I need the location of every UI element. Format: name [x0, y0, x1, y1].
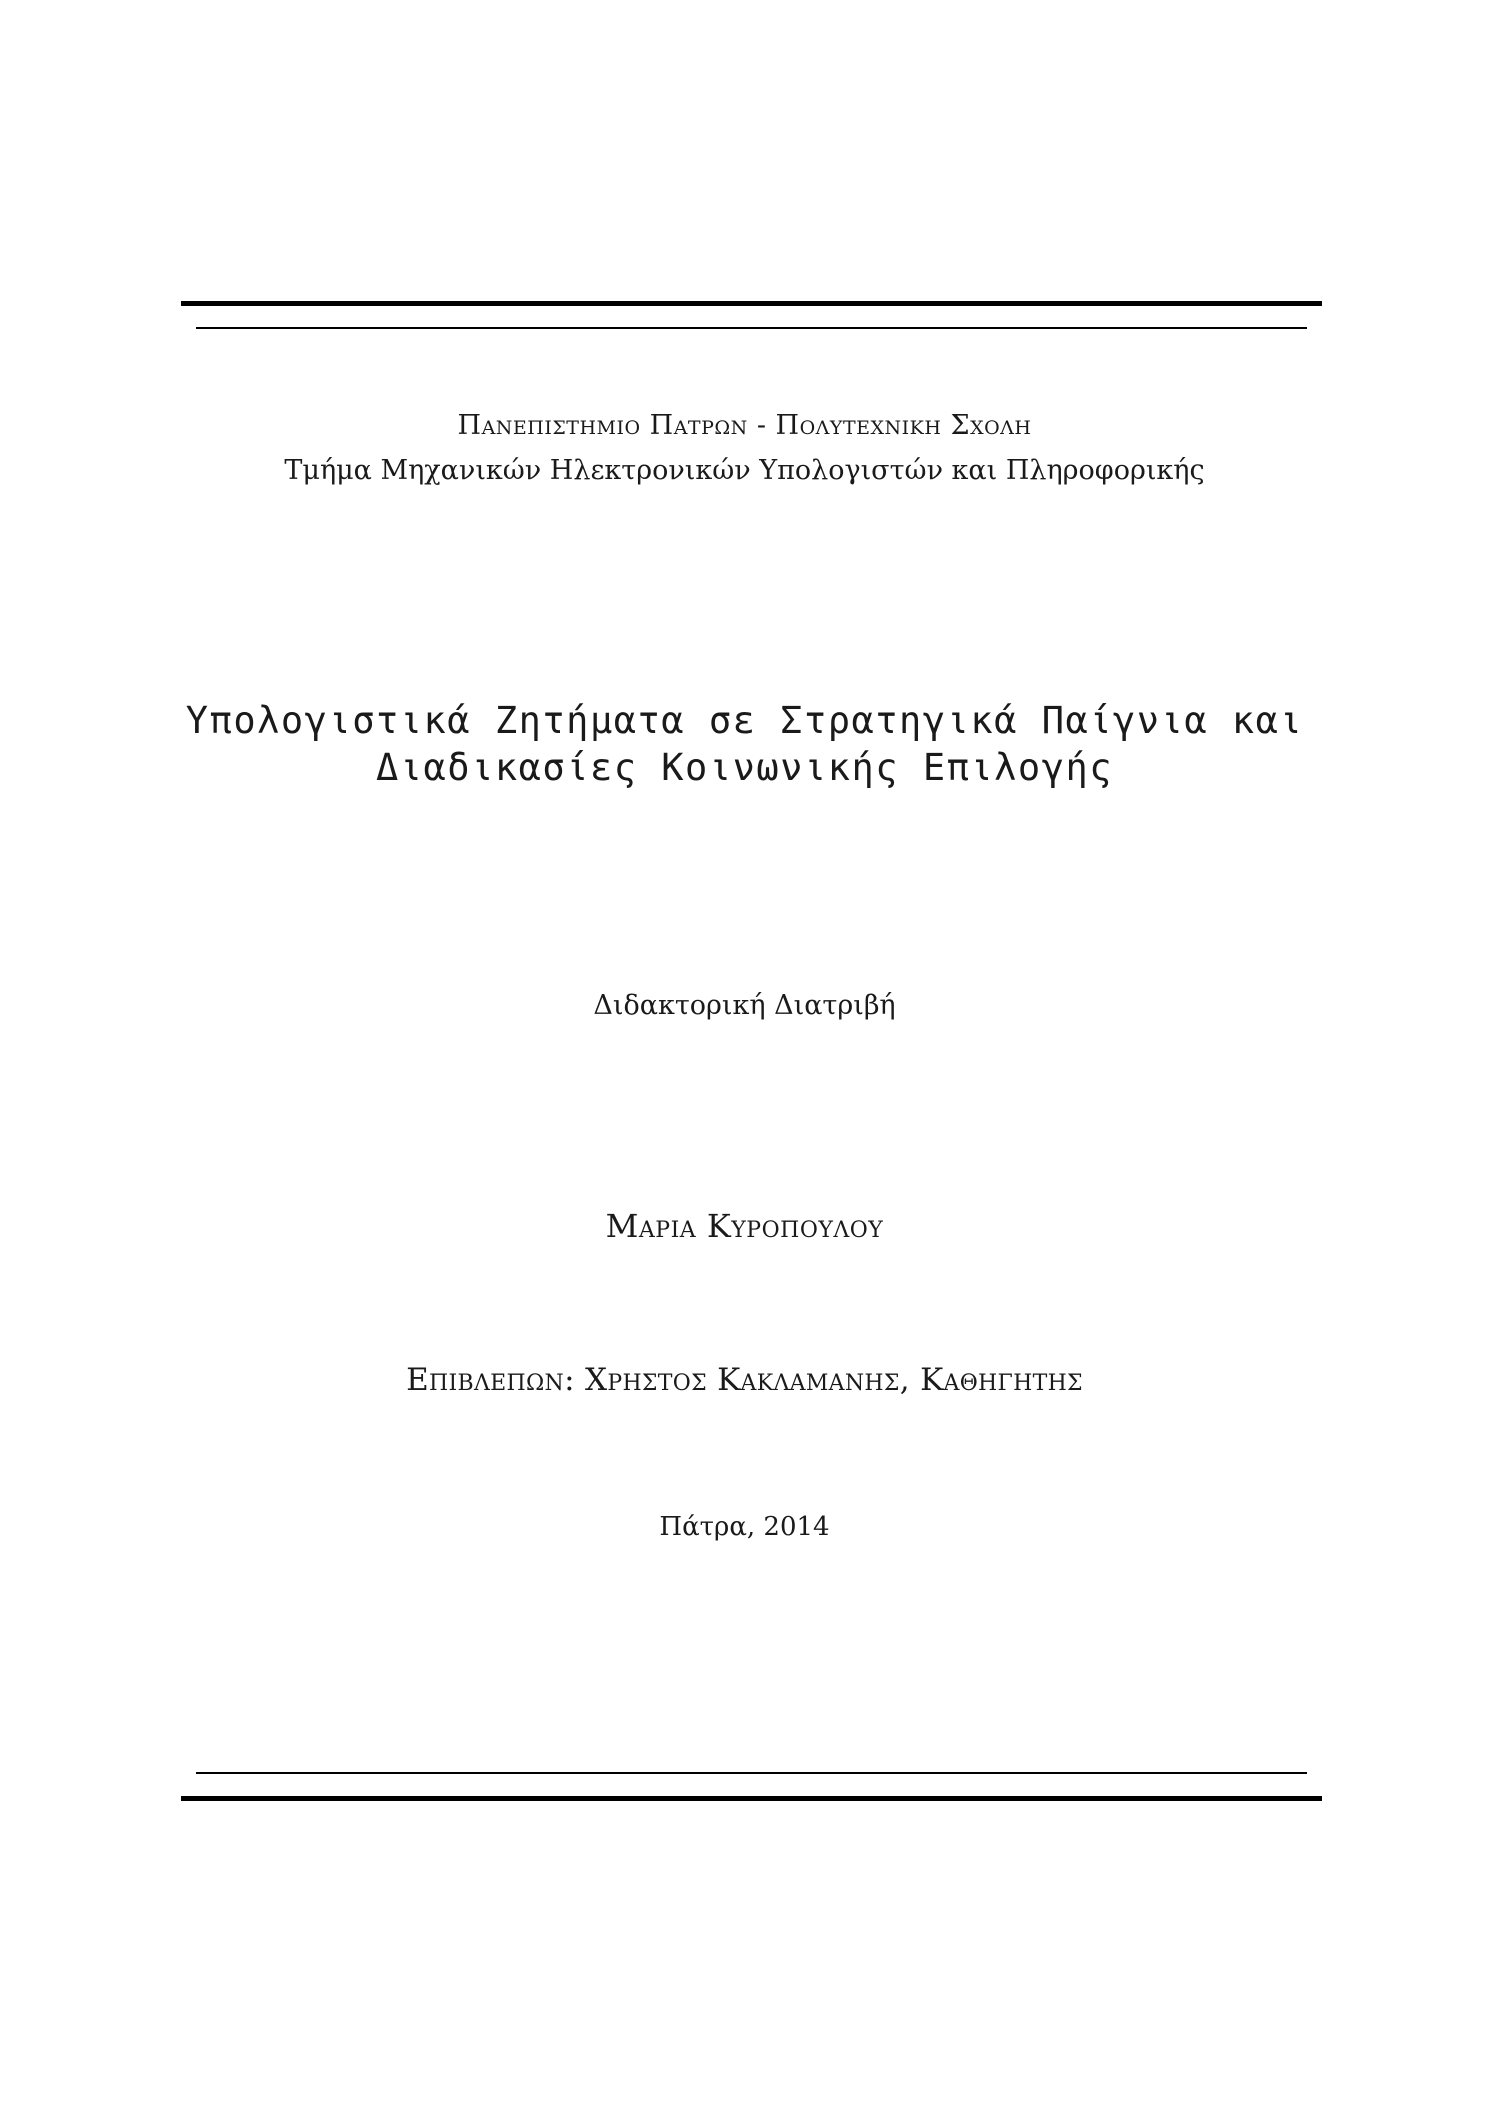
place-and-date: Πάτρα, 2014 — [659, 1512, 830, 1542]
university-name: Πανεπιστημιο Πατρων - Πολυτεχνικη Σχολη — [457, 410, 1032, 441]
thesis-title — [0, 697, 1489, 791]
bottom-thin-rule — [196, 1772, 1307, 1774]
top-thin-rule — [196, 327, 1307, 329]
thesis-title-line-2: Διαδικασίες Κοινωνικής Επιλογής — [375, 746, 1114, 789]
department-name: Τμήμα Μηχανικών Ηλεκτρονικών Υπολογιστών και Πληροφορικής — [284, 455, 1205, 486]
top-thick-rule — [181, 301, 1322, 306]
author-name: Μαρια Κυροπουλου — [605, 1207, 884, 1245]
thesis-type: Διδακτορική Διατριβή — [593, 990, 896, 1021]
thesis-title-line-1: Υπολογιστικά Ζητήματα σε Στρατηγικά Παίγνια και — [185, 699, 1304, 742]
supervisor: Επιβλεπων: Χρηστος Κακλαμανης, Καθηγητης — [406, 1362, 1083, 1398]
bottom-thick-rule — [181, 1796, 1322, 1801]
